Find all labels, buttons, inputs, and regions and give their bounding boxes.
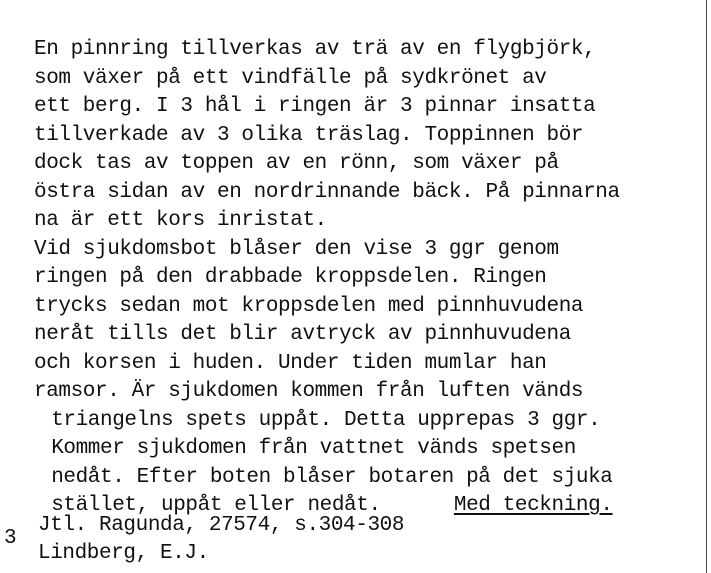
body-line: dock tas av toppen av en rönn, som växer på (34, 152, 559, 175)
collector-name: Lindberg, E.J. (38, 542, 209, 565)
body-line: triangelns spets uppåt. Detta upprepas 3 ggr. (39, 408, 601, 432)
card-metadata (38, 512, 404, 568)
body-line: trycks sedan mot kroppsdelen med pinnhuvudena (34, 294, 584, 318)
body-line: neråt tills det blir avtryck av pinnhuvudena (34, 323, 571, 346)
body-line: na är ett kors inristat. (34, 209, 327, 232)
body-line: som växer på ett vindfälle på sydkrönet av (34, 66, 547, 90)
body-line: ramsor. Är sjukdomen kommen från luften vänds (34, 380, 584, 403)
source-reference: Jtl. Ragunda, 27574, s.304-308 (38, 514, 405, 537)
body-line: Kommer sjukdomen från vattnet vänds spetsen (39, 437, 576, 460)
body-line: ringen på den drabbade kroppsdelen. Ringen (34, 266, 547, 289)
body-line: östra sidan av en nordrinnande bäck. På pinnarna (34, 180, 620, 204)
body-line: En pinnring tillverkas av trä av en flygbjörk, (34, 38, 596, 61)
card-number: 3 (4, 527, 17, 550)
body-line: stället, uppåt eller nedåt. (39, 494, 381, 517)
body-line: tillverkade av 3 olika träslag. Toppinnen bör (34, 123, 584, 147)
body-line: ett berg. I 3 hål i ringen är 3 pinnar insatta (34, 95, 596, 118)
body-line: Vid sjukdomsbot blåser den vise 3 ggr genom (34, 237, 559, 261)
body-line: och korsen i huden. Under tiden mumlar han (34, 351, 547, 375)
card-edge-line (706, 0, 707, 573)
card-body-text (34, 36, 694, 521)
drawing-annotation: Med teckning. (453, 494, 613, 517)
body-line: nedåt. Efter boten blåser botaren på det sjuka (39, 465, 613, 489)
